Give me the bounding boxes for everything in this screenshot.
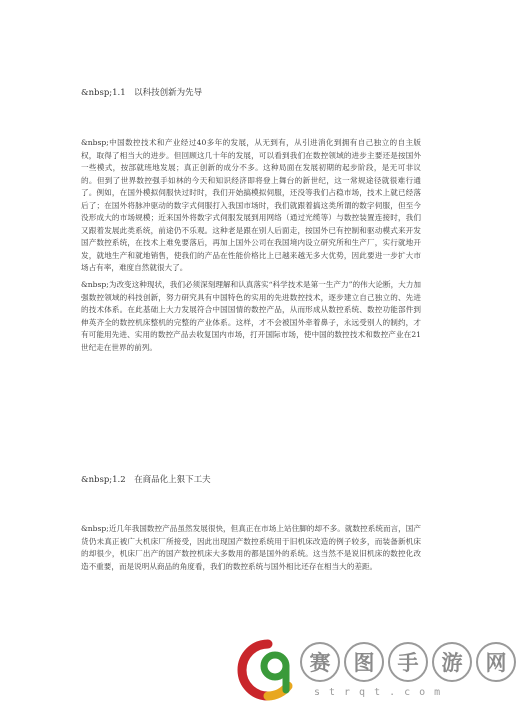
site-watermark	[238, 636, 507, 708]
watermark-text	[300, 642, 516, 682]
section-1-1-paragraph-2: &nbsp;为改变这种现状，我们必须深刻理解和认真落实“科学技术是第一生产力”的伟大论断，大力加强数控领域的科技创新，努力研究具有中国特色的实用的先进数控技术，逐步建立自己独立的、先进的技术体系。在此基础上大力发展符合中国国情的数控产品，从而形成从数控系统、数控功能部件到伸英齐全的数控机床整机的完整的产业体系。这样，才不会被国外牵着鼻子，永远受别人的制约，才有可能用先进、实用的数控产品去收复国内市场，打开国际市场，使中国的数控技术和数控产业在21世纪走在世界的前列。	[81, 280, 421, 352]
watermark-char: 游	[432, 642, 472, 682]
watermark-char: 赛	[300, 642, 340, 682]
section-heading-1-2: &nbsp;1.2 在商品化上狠下工夫	[81, 475, 211, 485]
watermark-char: 图	[344, 642, 384, 682]
watermark-char: 手	[388, 642, 428, 682]
section-heading-1-1: &nbsp;1.1 以科技创新为先导	[81, 88, 203, 98]
section-1-2-paragraph-1: &nbsp;近几年我国数控产品虽然发展很快，但真正在市场上站住脚的却不多。就数控系统而言，国产货仍未真正被广大机床厂所接受，因此出现国产数控系统用于旧机床改造的例子较多，而装备新机床的却很少，机床厂出产的国产数控机床大多数用的都是国外的系统。这当然不是说旧机床的数控化改造不重要，而是说明从商品的角度看，我们的数控系统与国外相比还存在相当大的差距。	[81, 524, 421, 571]
section-1-1-paragraph-1: &nbsp;中国数控技术和产业经过40多年的发展，从无到有，从引进消化到拥有自己独立的自主版权，取得了相当大的进步。但回顾这几十年的发展，可以看到我们在数控领域的进步主要还是按国外一些模式，按部就班地发展；真正创新的成分不多。这种局面在发展初期的起步阶段，是无可非议的。但到了世界数控强手如林的今天和知识经济即将登上舞台的新世纪，这一常规途径就很难行通了。例如，在国外模拟伺服快过时时，我们开始搞模拟伺服，还没等我们占稳市场，技术上就已经落后了；在国外将脉冲驱动的数字式伺服打入我国市场时，我们就跟着搞这类所谓的数字伺服，但至今没形成大的市场规模；近来国外将数字式伺服发展到用网络（通过光缆等）与数控装置连接时，我们又跟着发展此类系统，前途仍不乐观。这种老是跟在别人后面走，按国外已有控制和驱动模式来开发国产数控系统，在技术上难免要落后，再加上国外公司在我国境内设立研究所和生产厂，实行就地开发，就地生产和就地销售，使我们的产品在性能价格比上已越来越无多大优势，因此要进一步扩大市场占有率，难度自然就很大了。	[81, 138, 421, 272]
watermark-logo-icon	[238, 640, 298, 700]
watermark-char: 网	[476, 642, 516, 682]
watermark-domain: strqt.com	[314, 687, 450, 698]
